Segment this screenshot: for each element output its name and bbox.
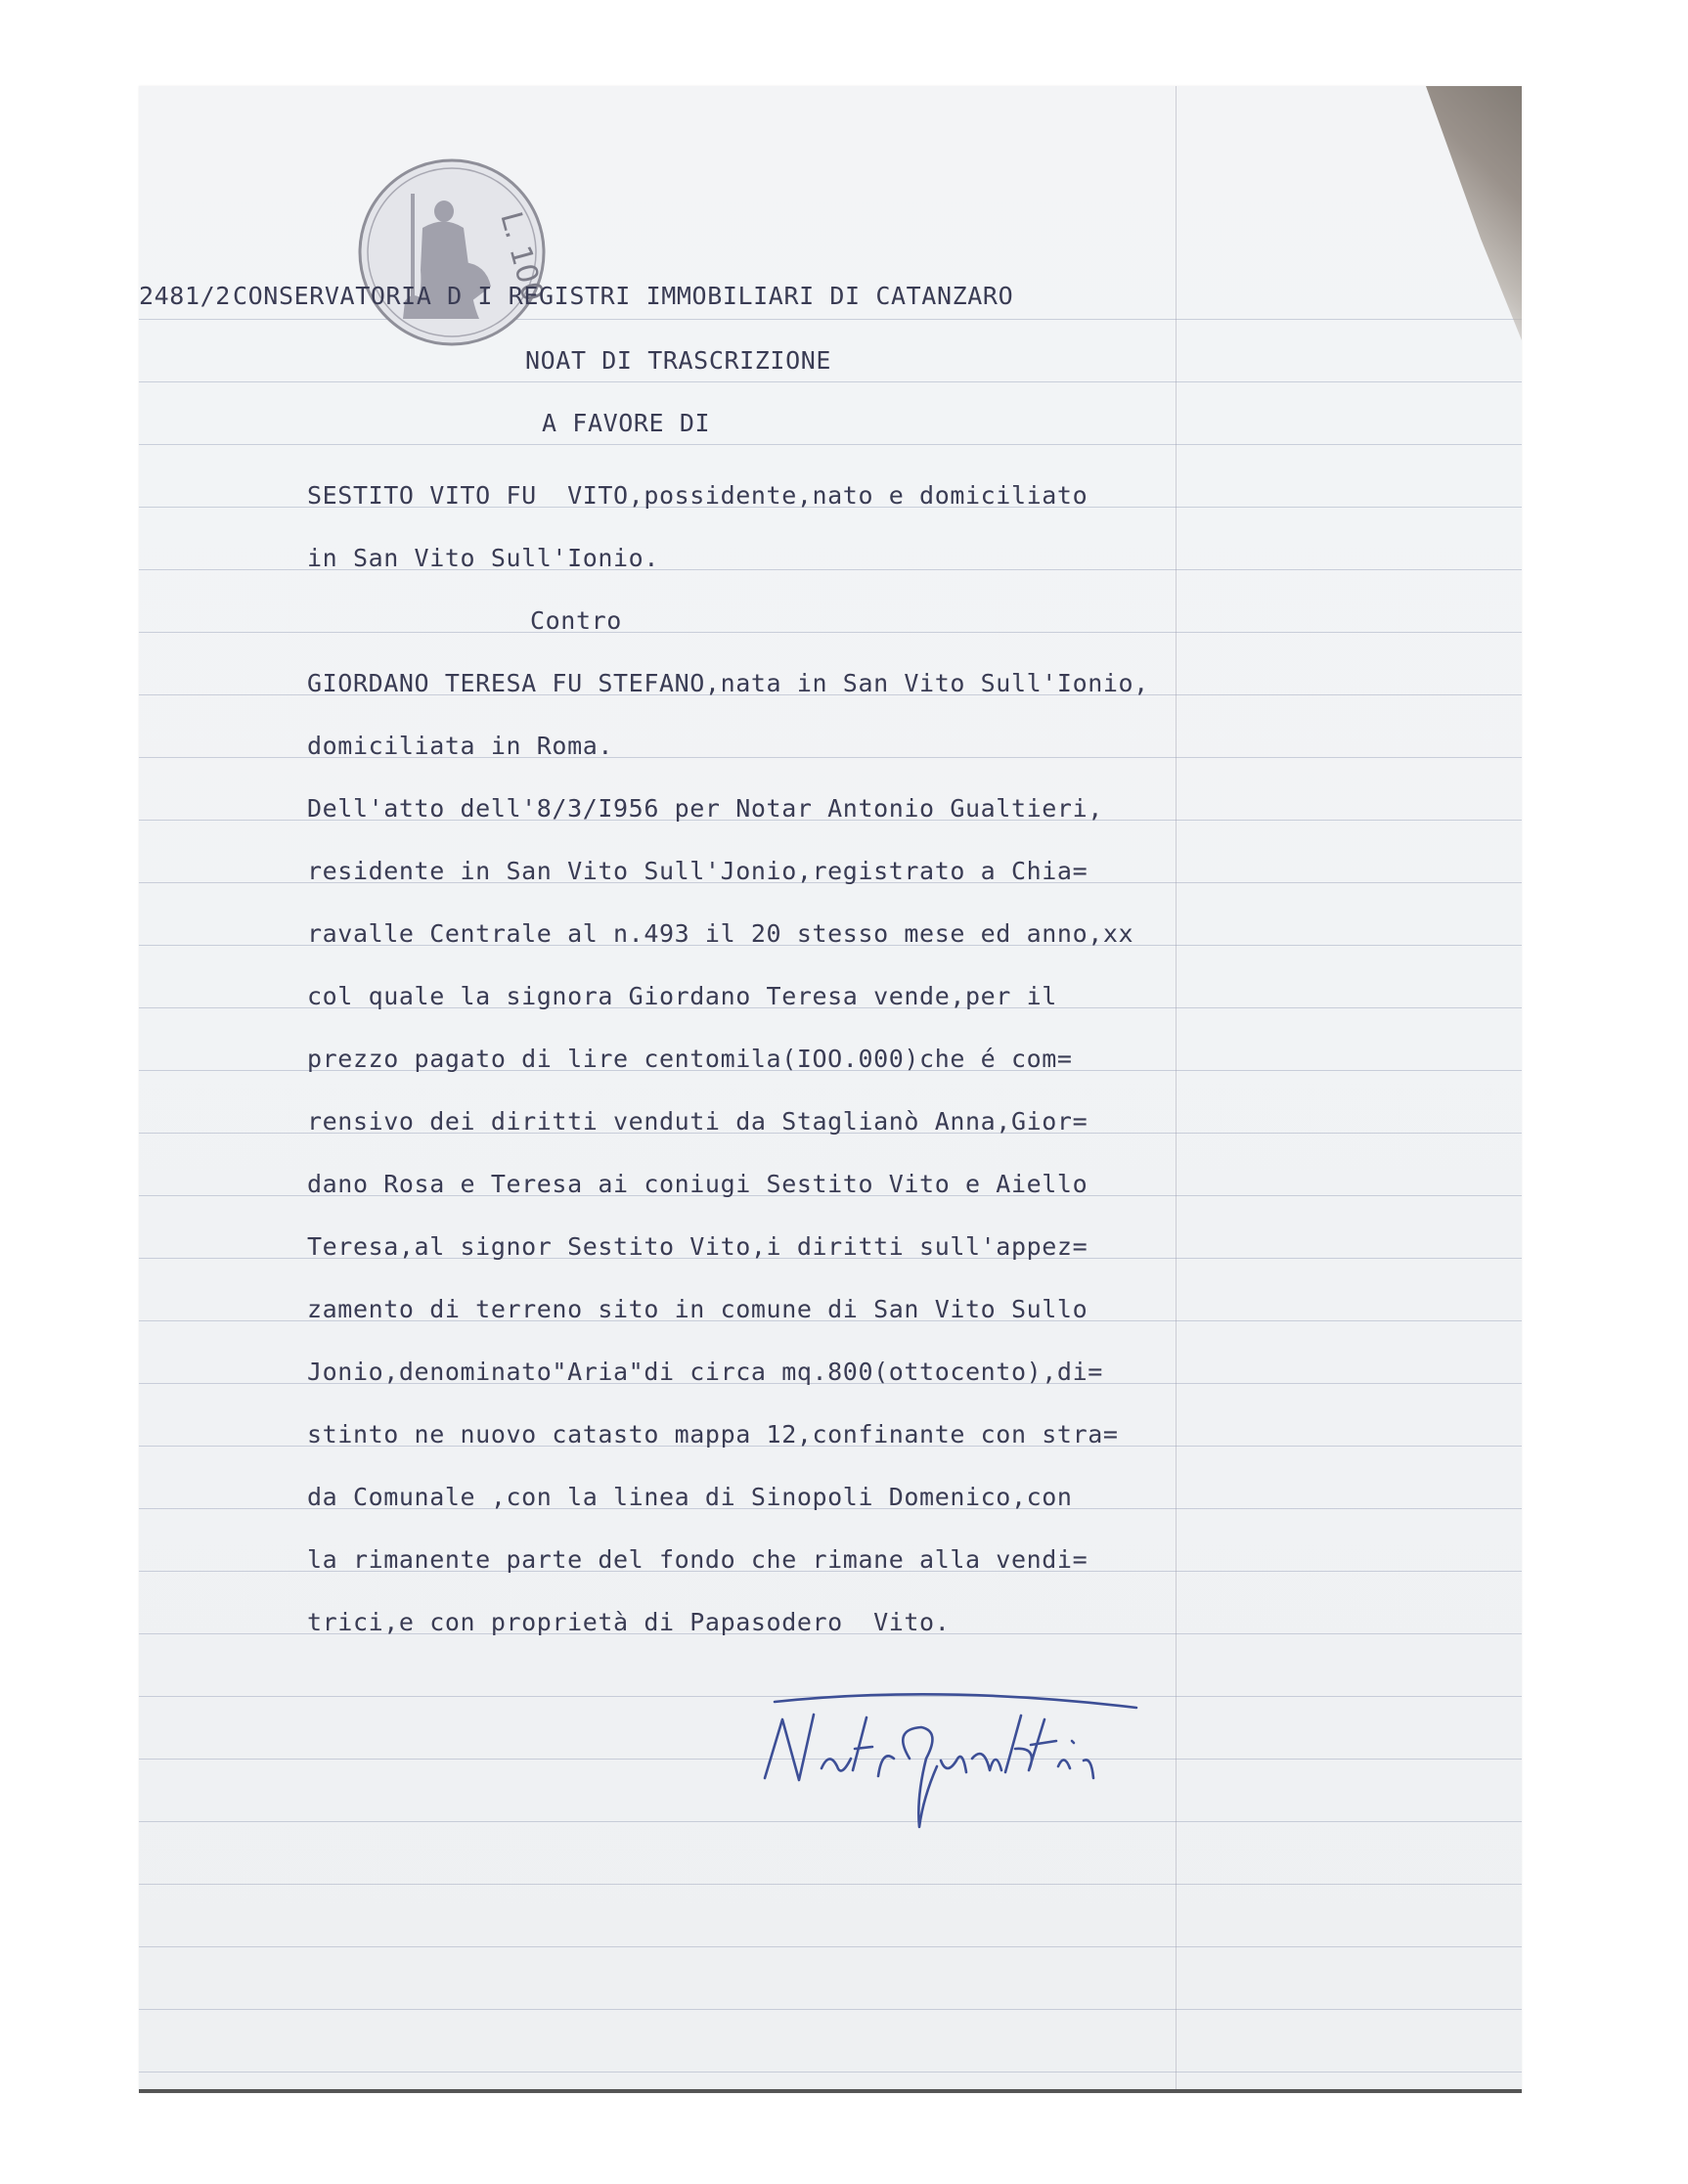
revenue-stamp-icon xyxy=(354,155,550,350)
ruled-line xyxy=(139,444,1522,445)
deed-line: Jonio,denominato"Aria"di circa mq.800(ottocento),di= xyxy=(307,1358,1103,1386)
deed-line: Teresa,al signor Sestito Vito,i diritti sull'appez= xyxy=(307,1232,1088,1261)
deed-line: rensivo dei diritti venduti da Staglianò Anna,Gior= xyxy=(307,1107,1088,1136)
document-title: NOAT DI TRASCRIZIONE xyxy=(525,346,832,375)
favor-party-line-2: in San Vito Sull'Ionio. xyxy=(307,544,659,572)
signature-icon xyxy=(745,1690,1156,1837)
deed-line: trici,e con proprietà di Papasodero Vito. xyxy=(307,1608,951,1636)
deed-line: col quale la signora Giordano Teresa vende,per il xyxy=(307,982,1057,1010)
against-heading: Contro xyxy=(530,606,622,635)
ruled-line xyxy=(139,1884,1522,1885)
ruled-line xyxy=(139,1946,1522,1947)
page-bottom-edge xyxy=(139,2089,1522,2093)
stamp-denomination: L. 100 xyxy=(493,208,550,305)
against-party-line-1: GIORDANO TERESA FU STEFANO,nata in San Vito Sull'Ionio, xyxy=(307,669,1149,697)
deed-line: Dell'atto dell'8/3/I956 per Notar Antonio Gualtieri, xyxy=(307,794,1103,823)
ruled-line xyxy=(139,632,1522,633)
reference-number: 2481/2 xyxy=(139,282,231,310)
folded-corner xyxy=(1385,86,1522,340)
deed-line: stinto ne nuovo catasto mappa 12,confinante con stra= xyxy=(307,1420,1119,1449)
favor-party-line-1: SESTITO VITO FU VITO,possidente,nato e domiciliato xyxy=(307,481,1088,510)
document-page xyxy=(139,86,1522,2093)
deed-line: dano Rosa e Teresa ai coniugi Sestito Vito e Aiello xyxy=(307,1170,1088,1198)
deed-line: da Comunale ,con la linea di Sinopoli Domenico,con xyxy=(307,1483,1073,1511)
deed-line: ravalle Centrale al n.493 il 20 stesso mese ed anno,xx xyxy=(307,919,1134,948)
deed-line: prezzo pagato di lire centomila(IOO.000)che é com= xyxy=(307,1045,1073,1073)
office-heading: CONSERVATORIA D I REGISTRI IMMOBILIARI DI CATANZARO xyxy=(233,282,1014,310)
ruled-line xyxy=(139,2009,1522,2010)
margin-line xyxy=(1176,86,1177,2093)
against-party-line-2: domiciliata in Roma. xyxy=(307,732,614,760)
ruled-line xyxy=(139,319,1522,320)
ruled-line xyxy=(139,2072,1522,2073)
in-favor-heading: A FAVORE DI xyxy=(542,409,711,437)
deed-line: la rimanente parte del fondo che rimane alla vendi= xyxy=(307,1545,1088,1574)
ruled-line xyxy=(139,381,1522,382)
deed-line: zamento di terreno sito in comune di San Vito Sullo xyxy=(307,1295,1088,1323)
deed-line: residente in San Vito Sull'Jonio,registrato a Chia= xyxy=(307,857,1088,885)
